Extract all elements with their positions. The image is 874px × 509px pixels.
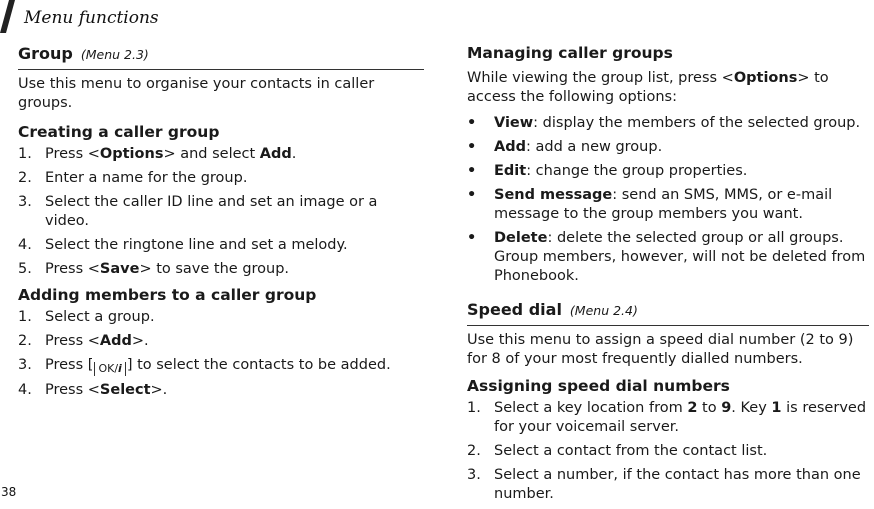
- section-title-group: [18, 44, 424, 63]
- list-item: 3. Select the caller ID line and set an image or a video.: [18, 194, 378, 229]
- info-icon: i: [118, 362, 122, 375]
- list-item: • Send message: send an SMS, MMS, or e-mail message to the group members you want.: [467, 187, 833, 222]
- left-column: [18, 44, 424, 405]
- group-intro: Use this menu to organise your contacts in caller groups.: [18, 76, 375, 111]
- list-item: 3. Press [ OK/i ] to select the contacts to be added.: [18, 357, 391, 375]
- managing-intro: While viewing the group list, press <Options> to access the following options:: [467, 70, 829, 105]
- list-item: 4. Press <Select>.: [18, 382, 168, 398]
- managing-groups-heading: Managing caller groups: [467, 44, 673, 62]
- bullet-icon: •: [467, 187, 477, 203]
- bullet-icon: •: [467, 163, 477, 179]
- creating-group-heading: Creating a caller group: [18, 123, 220, 141]
- list-item: 2. Enter a name for the group.: [18, 170, 248, 186]
- creating-group-steps: [18, 145, 424, 279]
- section-divider: [467, 325, 869, 326]
- bullet-icon: •: [467, 230, 477, 246]
- adding-members-steps: [18, 308, 424, 400]
- list-item: • Delete: delete the selected group or all groups. Group members, however, will not be deleted from Phonebook.: [467, 230, 866, 284]
- bullet-icon: •: [467, 115, 477, 131]
- ok-key-icon: OK/i: [94, 362, 125, 376]
- list-item: 1. Press <Options> and select Add.: [18, 146, 297, 162]
- menu-reference: (Menu 2.3): [80, 47, 149, 62]
- list-item: 1. Select a group.: [18, 309, 155, 325]
- list-item: 5. Press <Save> to save the group.: [18, 261, 290, 277]
- list-item: • View: display the members of the selected group.: [467, 115, 861, 131]
- list-item: 4. Select the ringtone line and set a melody.: [18, 237, 348, 253]
- menu-reference: (Menu 2.4): [569, 303, 638, 318]
- assigning-steps: [467, 399, 869, 504]
- page-header-title: Menu functions: [24, 8, 159, 28]
- page-number: 38: [1, 485, 17, 499]
- adding-members-heading: Adding members to a caller group: [18, 286, 317, 304]
- list-item: 1. Select a key location from 2 to 9. Key 1 is reserved for your voicemail server.: [467, 400, 867, 435]
- section-title-text: Group: [18, 44, 73, 63]
- list-item: • Edit: change the group properties.: [467, 163, 748, 179]
- assigning-speed-dial-heading: Assigning speed dial numbers: [467, 377, 730, 395]
- section-divider: [18, 69, 424, 70]
- list-item: 2. Press <Add>.: [18, 333, 149, 349]
- bullet-icon: •: [467, 139, 477, 155]
- managing-options-list: [467, 114, 869, 286]
- list-item: • Add: add a new group.: [467, 139, 663, 155]
- list-item: 2. Select a contact from the contact list.: [467, 443, 768, 459]
- right-column: [467, 44, 869, 509]
- section-title-text: Speed dial: [467, 300, 562, 319]
- section-title-speed-dial: [467, 300, 869, 319]
- header-accent-bar: [0, 0, 15, 33]
- speed-dial-intro: Use this menu to assign a speed dial number (2 to 9) for 8 of your most frequently dialled numbers.: [467, 332, 854, 367]
- list-item: 3. Select a number, if the contact has more than one number.: [467, 467, 861, 502]
